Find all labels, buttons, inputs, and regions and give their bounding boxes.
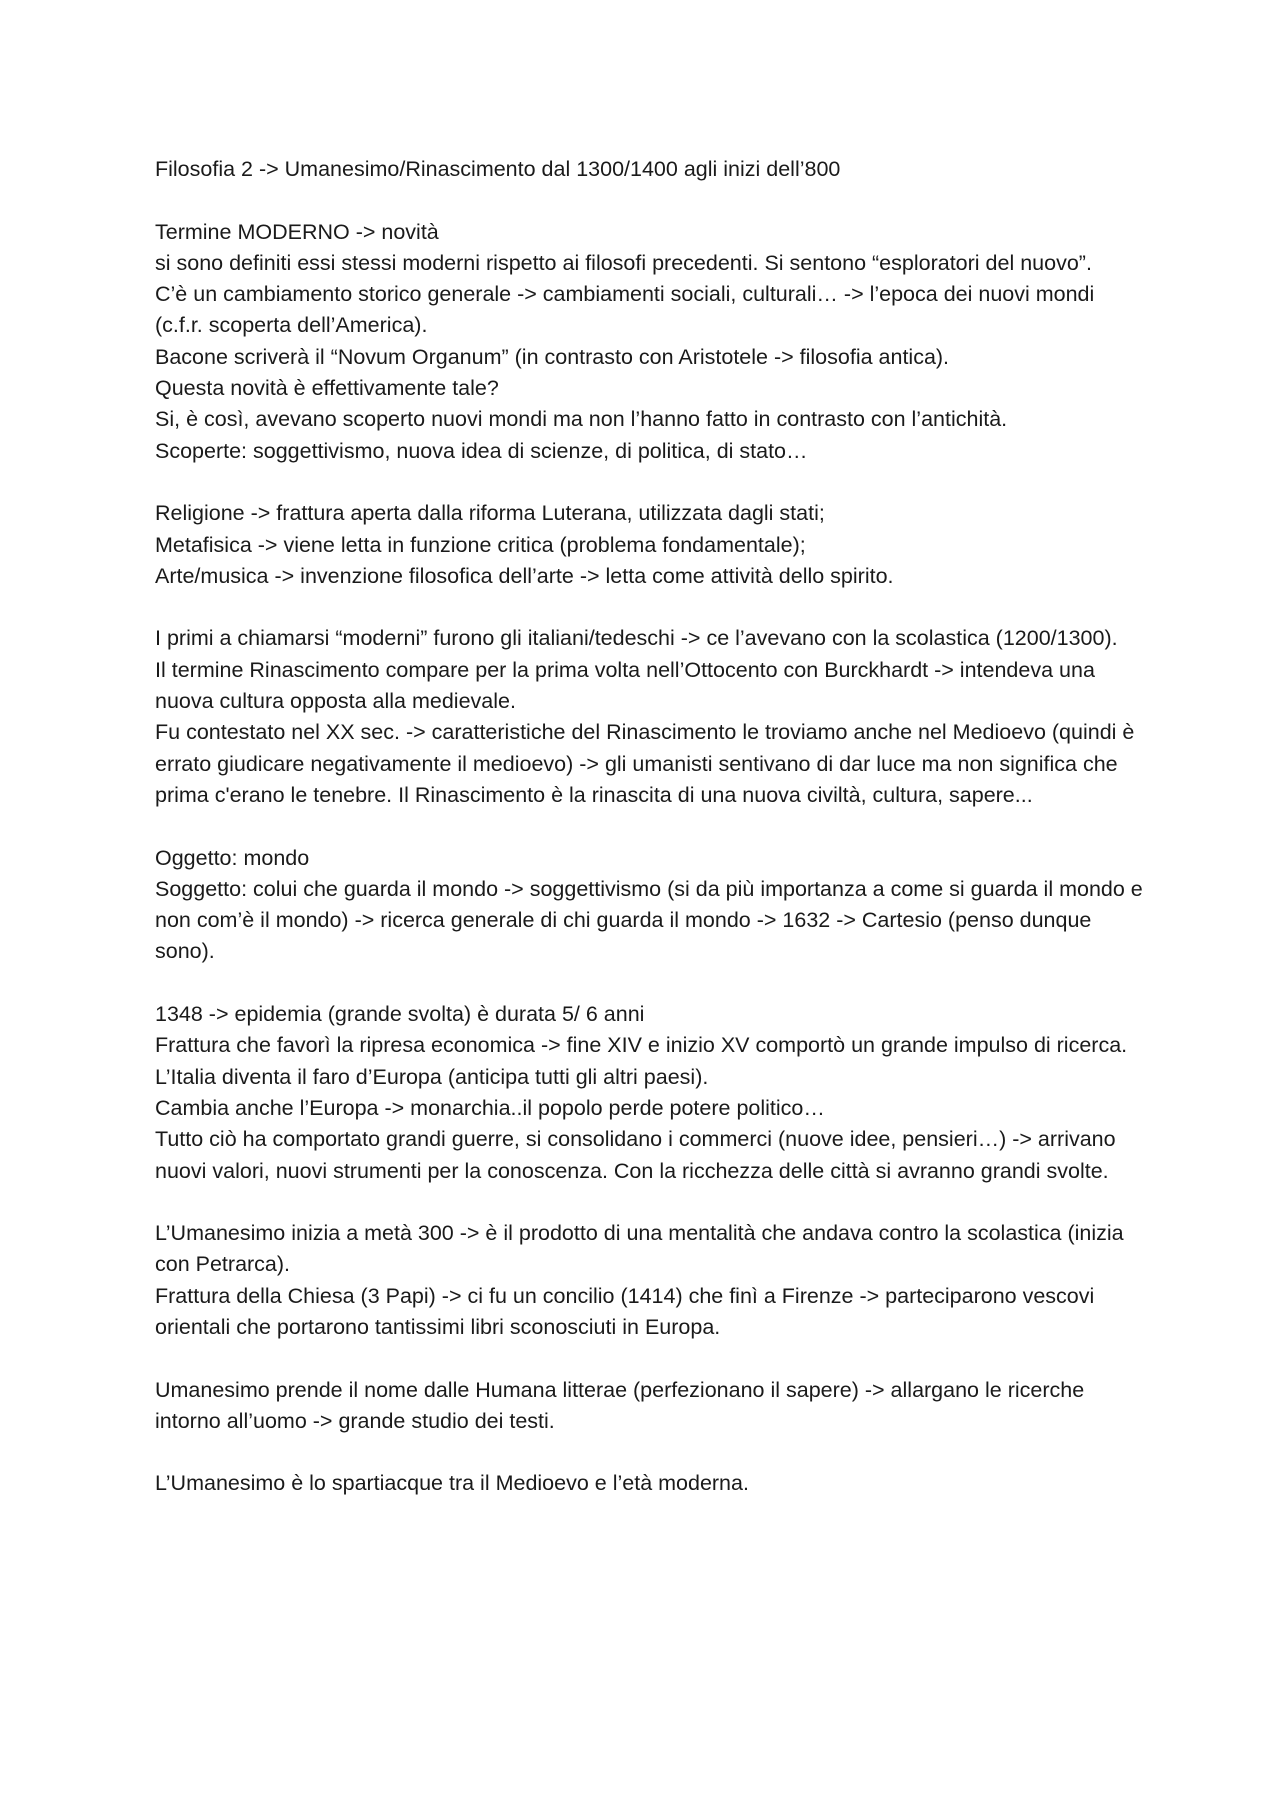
rinascimento-line-3: Fu contestato nel XX sec. -> caratteristiche del Rinascimento le troviamo anche nel Medioevo (quindi è errato giudicare negativamente il medioevo) -> gli umanisti sentivano di dar luce ma non significa che prima c'erano le tenebre. Il Rinascimento è la rinascita di una nuova civiltà, cultura, sapere... bbox=[155, 720, 1141, 807]
document-body bbox=[155, 154, 1149, 1500]
epidemia-line-3: L’Italia diventa il faro d’Europa (anticipa tutti gli altri paesi). bbox=[155, 1064, 709, 1089]
umanesimo-line-1: L’Umanesimo inizia a metà 300 -> è il prodotto di una mentalità che andava contro la scolastica (inizia con Petrarca). bbox=[155, 1221, 1130, 1277]
document-title-line: Filosofia 2 -> Umanesimo/Rinascimento dal 1300/1400 agli inizi dell’800 bbox=[155, 157, 841, 181]
ambiti-line-1: Religione -> frattura aperta dalla riforma Luterana, utilizzata dagli stati; bbox=[155, 501, 825, 526]
ambiti-line-2: Metafisica -> viene letta in funzione critica (problema fondamentale); bbox=[155, 532, 806, 557]
moderno-line-5: Questa novità è effettivamente tale? bbox=[155, 376, 499, 401]
oggetto-line-1: Oggetto: mondo bbox=[155, 845, 310, 870]
moderno-line-2: si sono definiti essi stessi moderni rispetto ai filosofi precedenti. Si sentono “esploratori del nuovo”. bbox=[155, 250, 1092, 275]
paragraph-gap bbox=[155, 1437, 1145, 1468]
oggetto-line-2: Soggetto: colui che guarda il mondo -> soggettivismo (si da più importanza a come si guarda il mondo e non com’è il mondo) -> ricerca generale di chi guarda il mondo -> 1632 -> Cartesio (penso dunque sono). bbox=[155, 876, 1149, 964]
paragraph-gap bbox=[155, 1187, 1145, 1218]
rinascimento-line-2: Il termine Rinascimento compare per la prima volta nell’Ottocento con Burckhardt -> intendeva una nuova cultura opposta alla medievale. bbox=[155, 657, 1101, 714]
umanesimo-line-2: Frattura della Chiesa (3 Papi) -> ci fu un concilio (1414) che finì a Firenze -> parteciparono vescovi orientali che portarono tantissimi libri sconosciuti in Europa. bbox=[155, 1283, 1101, 1339]
moderno-line-4: Bacone scriverà il “Novum Organum” (in contrasto con Aristotele -> filosofia antica). bbox=[155, 344, 950, 369]
ambiti-line-3: Arte/musica -> invenzione filosofica dell’arte -> letta come attività dello spirito. bbox=[155, 563, 894, 588]
moderno-line-6: Si, è così, avevano scoperto nuovi mondi ma non l’hanno fatto in contrasto con l’antichità. bbox=[155, 407, 1008, 432]
rinascimento-line-1: I primi a chiamarsi “moderni” furono gli italiani/tedeschi -> ce l’avevano con la scolastica (1200/1300). bbox=[155, 626, 1118, 651]
closing-line: L’Umanesimo è lo spartiacque tra il Medioevo e l’età moderna. bbox=[155, 1471, 749, 1496]
moderno-line-7: Scoperte: soggettivismo, nuova idea di scienze, di politica, di stato… bbox=[155, 438, 808, 463]
paragraph-gap bbox=[155, 1343, 1145, 1374]
paragraph-gap bbox=[155, 811, 1145, 842]
epidemia-line-5: Tutto ciò ha comportato grandi guerre, si consolidano i commerci (nuove idee, pensieri…) -> arrivano nuovi valori, nuovi strumenti per la conoscenza. Con la ricchezza delle città si avranno grandi svolte. bbox=[155, 1127, 1122, 1183]
moderno-line-1: Termine MODERNO -> novità bbox=[155, 219, 439, 244]
paragraph-gap bbox=[155, 467, 1145, 498]
paragraph-gap bbox=[155, 968, 1145, 999]
moderno-line-3: C’è un cambiamento storico generale -> cambiamenti sociali, culturali… -> l’epoca dei nuovi mondi (c.f.r. scoperta dell’America). bbox=[155, 282, 1101, 338]
paragraph-gap bbox=[155, 185, 1145, 216]
humana-line-1: Umanesimo prende il nome dalle Humana litterae (perfezionano il sapere) -> allargano le ricerche intorno all’uomo -> grande studio dei testi. bbox=[155, 1377, 1091, 1433]
epidemia-line-1: 1348 -> epidemia (grande svolta) è durata 5/ 6 anni bbox=[155, 1002, 645, 1027]
epidemia-line-4: Cambia anche l’Europa -> monarchia..il popolo perde potere politico… bbox=[155, 1095, 825, 1120]
epidemia-line-2: Frattura che favorì la ripresa economica -> fine XIV e inizio XV comportò un grande impulso di ricerca. bbox=[155, 1033, 1128, 1058]
paragraph-gap bbox=[155, 592, 1145, 623]
